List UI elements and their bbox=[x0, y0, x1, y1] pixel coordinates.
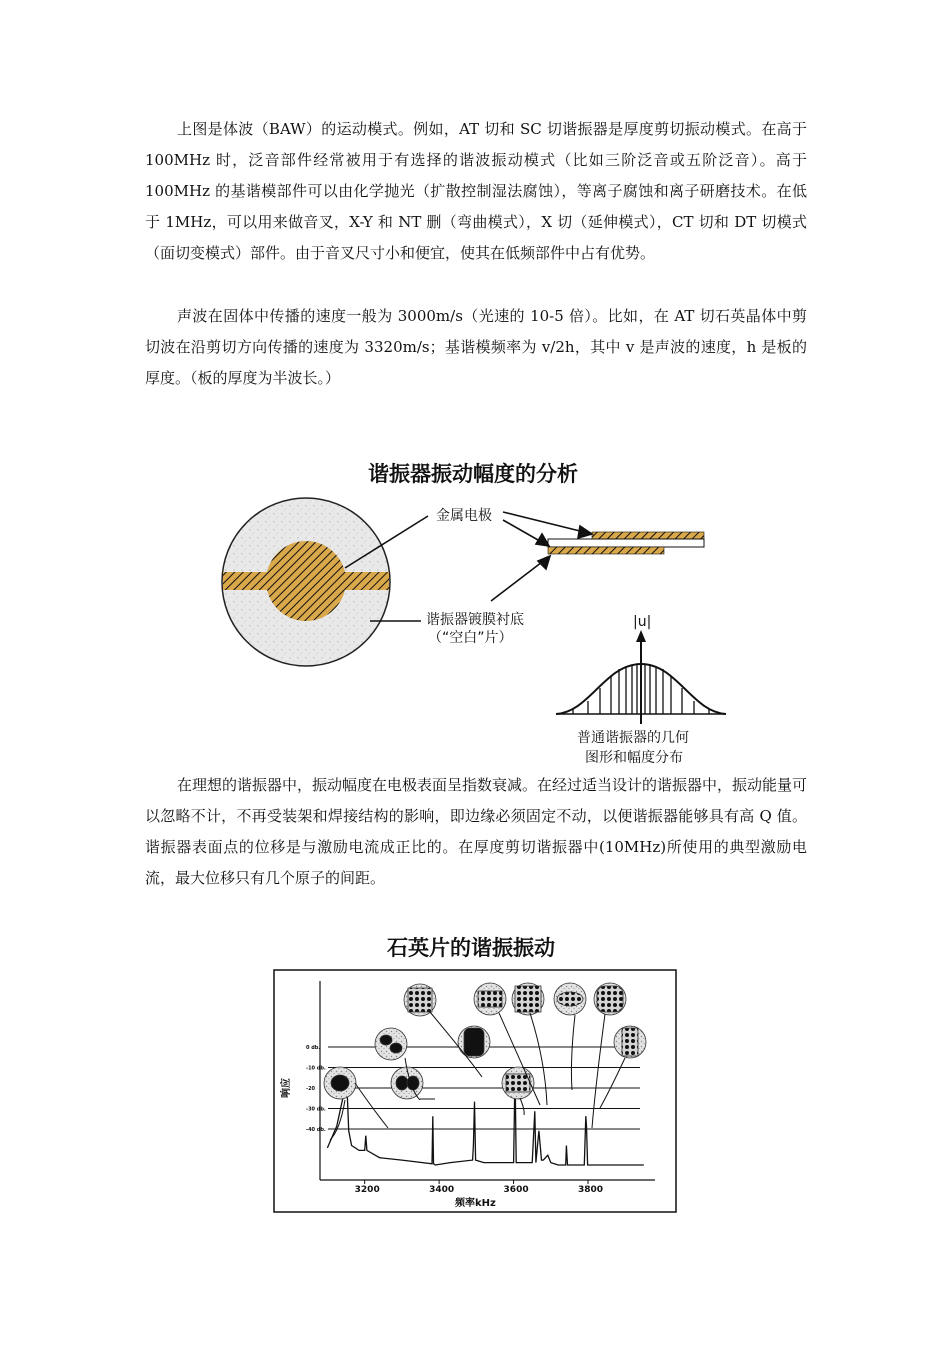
label-amplitude-u: |u| bbox=[633, 614, 652, 630]
db-label: -30 db. bbox=[306, 1106, 326, 1113]
quartz-blank-disk bbox=[222, 498, 390, 666]
resonator-amplitude-figure bbox=[0, 490, 950, 780]
paragraph-baw-modes: 上图是体波（BAW）的运动模式。例如，AT 切和 SC 切谐振器是厚度剪切振动模式。在高于 100MHz 时，泛音部件经常被用于有选择的谐波振动模式（比如三阶泛音或五阶泛音）。高于 100MHz 的基谐模部件可以由化学抛光（扩散控制湿法腐蚀），等离子腐蚀和离子研磨技术。在低于 1MHz，可以用来做音叉，X-Y 和 NT 删（弯曲模式），X 切（延伸模式），CT 切和 DT 切模式（面切变模式）部件。由于音叉尺寸小和便宜，使其在低频部件中占有优势。 bbox=[145, 120, 807, 262]
electrode-side-view bbox=[548, 532, 704, 554]
paragraph-ideal-resonator: 在理想的谐振器中，振动幅度在电极表面呈指数衰减。在经过适当设计的谐振器中，振动能量可以忽略不计，不再受装架和焊接结构的影响，即边缘必须固定不动，以便谐振器能够具有高 Q 值。谐振器表面点的位移是与激励电流成正比的。在厚度剪切谐振器中(10MHz)所使用的典型激励电流，最大位移只有几个原子的间距。 bbox=[145, 776, 808, 887]
quartz-resonance-figure bbox=[0, 965, 950, 1215]
amplitude-distribution bbox=[556, 614, 726, 724]
figure2-title: 石英片的谐振振动 bbox=[387, 936, 555, 960]
db-label: -10 db. bbox=[306, 1065, 326, 1072]
y-axis-label: 响应 bbox=[281, 1078, 292, 1098]
label-distribution-line1: 普通谐振器的几何 bbox=[577, 730, 689, 746]
paragraph-acoustic-velocity: 声波在固体中传播的速度一般为 3000m/s（光速的 10-5 倍）。比如，在 AT 切石英晶体中剪切波在沿剪切方向传播的速度为 3320m/s；基谐模频率为 v/2h，其中 v 是声波的速度，h 是板的厚度。（板的厚度为半波长。） bbox=[145, 307, 807, 387]
label-distribution-line2: 图形和幅度分布 bbox=[585, 750, 683, 766]
label-blank: （“空白”片） bbox=[428, 630, 513, 646]
x-tick-label: 3600 bbox=[503, 1185, 529, 1195]
label-metal-electrode: 金属电极 bbox=[436, 508, 492, 524]
db-label: 0 db. bbox=[306, 1045, 321, 1051]
figure1-title: 谐振器振动幅度的分析 bbox=[368, 462, 578, 486]
label-substrate: 谐振器镀膜衬底 bbox=[426, 612, 524, 628]
x-tick-label: 3800 bbox=[578, 1185, 604, 1195]
x-tick-label: 3200 bbox=[354, 1185, 380, 1195]
db-label: -40 db. bbox=[306, 1127, 326, 1133]
db-label: -20 bbox=[306, 1086, 316, 1092]
x-tick-label: 3400 bbox=[429, 1185, 455, 1195]
x-axis-label: 频率kHz bbox=[455, 1198, 496, 1209]
